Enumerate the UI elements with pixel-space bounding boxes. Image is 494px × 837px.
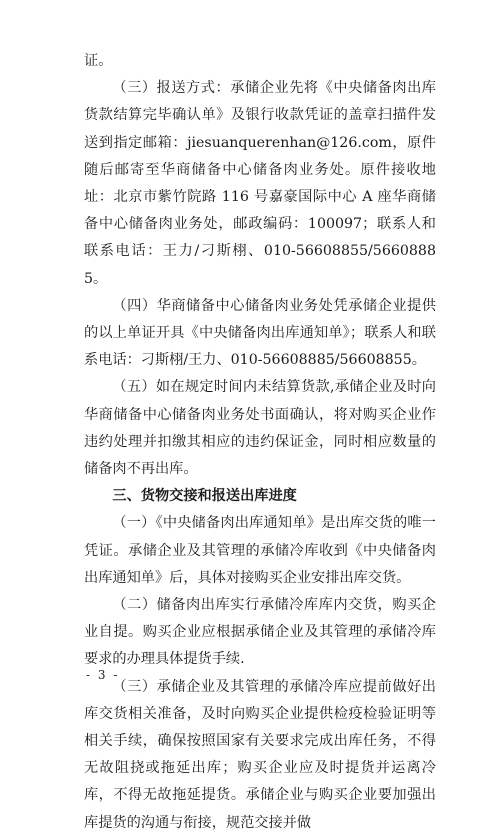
paragraph-submission-method: （三）报送方式：承储企业先将《中央储备肉出库货款结算完毕确认单》及银行收款凭证的盖章扫描件发送到指定邮箱：jiesuanquerenhan@126.com，原件随后邮寄至华商储备中心储备肉业务处。原件接收地址：北京市紫竹院路 116 号嘉豪国际中心 A 座华商储备中心储备肉业务处，邮政编码：100097；联系人和联系电话：王力/刁斯栩、010-56608855/56608885。: [84, 80, 436, 287]
paragraph-payment-default: （五）如在规定时间内未结算货款,承储企业及时向华商储备中心储备肉业务处书面确认，将对购买企业作违约处理并扣缴其相应的违约保证金，同时相应数量的储备肉不再出库。: [84, 379, 436, 478]
page-number: - 3 -: [86, 668, 120, 682]
paragraph-in-warehouse-delivery: （二）储备肉出库实行承储冷库库内交货，购买企业自提。购买企业应根据承储企业及其管理的承储冷库要求的办理具体提货手续.: [84, 597, 436, 668]
paragraph-preparation-duties: （三）承储企业及其管理的承储冷库应提前做好出库交货相关准备，及时向购买企业提供检疫检验证明等相关手续，确保按照国家有关要求完成出库任务，不得无故阻挠或拖延出库；购买企业应及时提货并运离冷库，不得无故拖延提货。承储企业与购买企业要加强出库提货的沟通与衔接，规范交接并做: [84, 678, 436, 831]
section-heading-goods-handover: 三、货物交接和报送出库进度: [112, 488, 297, 505]
document-body: [84, 48, 436, 837]
paragraph-delivery-notice: （四）华商储备中心储备肉业务处凭承储企业提供的以上单证开具《中央储备肉出库通知单》；联系人和联系电话：刁斯栩/王力、010-56608885/56608855。: [84, 297, 436, 369]
paragraph-continuation: 证。: [84, 53, 113, 69]
paragraph-sole-voucher: （一）《中央储备肉出库通知单》是出库交货的唯一凭证。承储企业及其管理的承储冷库收到《中央储备肉出库通知单》后，具体对接购买企业安排出库交货。: [84, 515, 436, 586]
